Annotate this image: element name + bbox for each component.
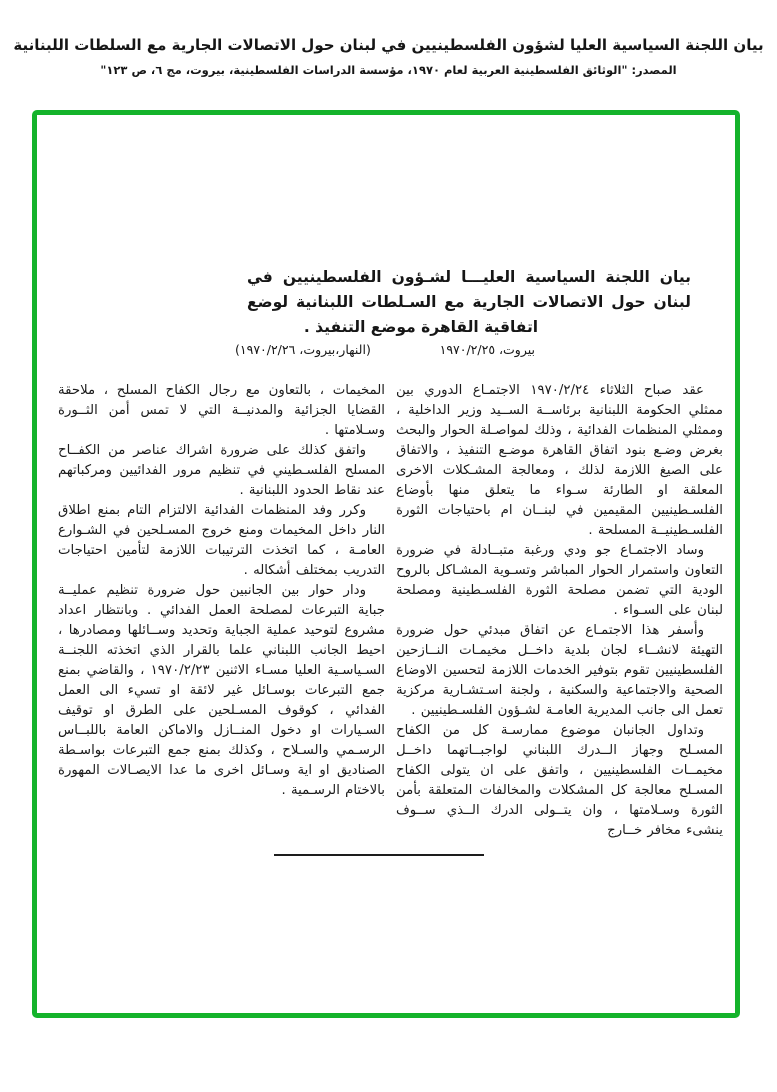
paragraph: عقد صباح الثلاثاء ١٩٧٠/٢/٢٤ الاجتمـاع الدوري بين ممثلي الحكومة اللبنانية برئاســة الســيد وزير الداخلية ، وممثلي المنظمات الفدائية ، وذلك لمواصـلة الحوار والبحث بغرض وضـع بنود اتفاق القاهرة موضـع التنفيذ ، والاتفاق على الصيغ اللازمة لذلك ، ومعالجة المشـكلات الاخرى المعلقة او الطارئة سـواء ما يتعلق منها بأوضاع الفلسـطينيين المقيمين في لبنــان ام باحتياجات الثورة الفلسـطينيــة المسلحة . [396, 383, 723, 538]
paragraph-continuation: المخيمات ، بالتعاون مع رجال الكفاح المسلح ، ملاحقة القضايا الجزائية والمدنيــة التي لا تمس أمن الثــورة وسـلامتها . [58, 383, 385, 438]
footnote-separator-line [274, 854, 484, 856]
paragraph: وكرر وفد المنظمات الفدائية الالتزام التام بمنع اطلاق النار داخل المخيمات ومنع خروج المسـلحين في الشـوارع العامـة ، كما اتخذت الترتيبات اللازمة لتأمين احتياجات التدريب بمختلف أشكاله . [58, 503, 385, 578]
column-right [396, 381, 723, 841]
doc-title-line: اتفاقية القاهرة موضع التنفيذ . [303, 318, 539, 336]
paragraph: واتفق كذلك على ضرورة اشراك عناصر من الكفــاح المسلح الفلسـطيني في تنظيم مرور الفدائيين ومركباتهم عند نقاط الحدود اللبنانية . [58, 443, 385, 498]
header-source-citation: المصدر: "الوثائق الفلسطينية العربية لعام ١٩٧٠، مؤسسة الدراسات الفلسطينية، بيروت، مج ٦، ص ١٢٣" [100, 63, 677, 77]
document-header [0, 36, 777, 77]
dateline [235, 342, 535, 357]
doc-title [247, 265, 691, 340]
column-left [58, 381, 385, 841]
dateline-place-date: بيروت، ١٩٧٠/٢/٢٥ [439, 342, 535, 357]
doc-title-line: بيان اللجنة السياسية العليـــا لشـؤون الفلسطينيين في [247, 268, 691, 286]
paragraph: وتداول الجانبان موضوع ممارسـة كل من الكفاح المسـلح وجهاز الــدرك اللبناني لواجبــاتهما داخــل مخيمــات الفلسطينيين ، واتفق على ان يتولى الكفاح المسـلح معالجة كل المشكلات والمخالفات المتعلقة بأمن الثورة وسـلامتها ، وان يتــولى الدرك الــذي ســوف ينشىء مخافر خــارج [396, 723, 723, 838]
doc-title-line: لبنان حول الاتصالات الجارية مع السـلطات اللبنانية لوضع [247, 293, 691, 311]
paragraph: ودار حوار بين الجانبين حول ضرورة تنظيم عمليــة جباية التبرعات لمصلحة العمل الفدائي . وبانتظار اعداد مشروع لتوحيد عملية الجباية وتحديد وســائلها ومصادرها ، احيط الجانب اللبناني علما بالقرار الذي اتخذته اللجنــة السـياسـية العليا مسـاء الاثنين ١٩٧٠/٢/٢٣ ، والقاضي بمنع جمع التبرعات بوسـائل غير لائقة او تسيء الى العمل الفدائي ، كوقوف المسـلحين على الطرق او توقيف السـيارات او دخول المنــازل والاماكن العامة باللبــاس الرسـمي والسـلاح ، وكذلك بمنع جمع التبرعات بواسـطة الصناديق او اية وسـائل اخرى ما عدا الايصـالات المهورة بالاختام الرسـمية . [58, 583, 385, 798]
scanned-document-frame [32, 110, 740, 1018]
paragraph: وأسفر هذا الاجتمـاع عن اتفاق مبدئي حول ضرورة التهيئة لانشــاء لجان بلدية داخــل مخيمـات النــازحين الفلسطينيين تقوم بتوفير الخدمات اللازمة لتحسين الاوضاع الصحية والاجتماعية والسكنية ، ولجنة اسـتشـارية مركزية تعمل الى جانب المديرية العامـة لشـؤون الفلسـطينيين . [396, 623, 723, 718]
paragraph: وساد الاجتمـاع جو ودي ورغبة متبــادلة في ضرورة التعاون واستمرار الحوار المباشر وتسـوية المشـاكل بالروح الودية التي تضمن مصلحة الثورة الفلسـطينية ومصلحة لبنان على السـواء . [396, 543, 723, 618]
header-title: بيان اللجنة السياسية العليا لشؤون الفلسطينيين في لبنان حول الاتصالات الجارية مع السلطات اللبنانية [13, 36, 764, 54]
body-columns [57, 381, 723, 841]
dateline-newspaper-citation: (النهار،بيروت، ١٩٧٠/٢/٢٦) [235, 342, 371, 357]
